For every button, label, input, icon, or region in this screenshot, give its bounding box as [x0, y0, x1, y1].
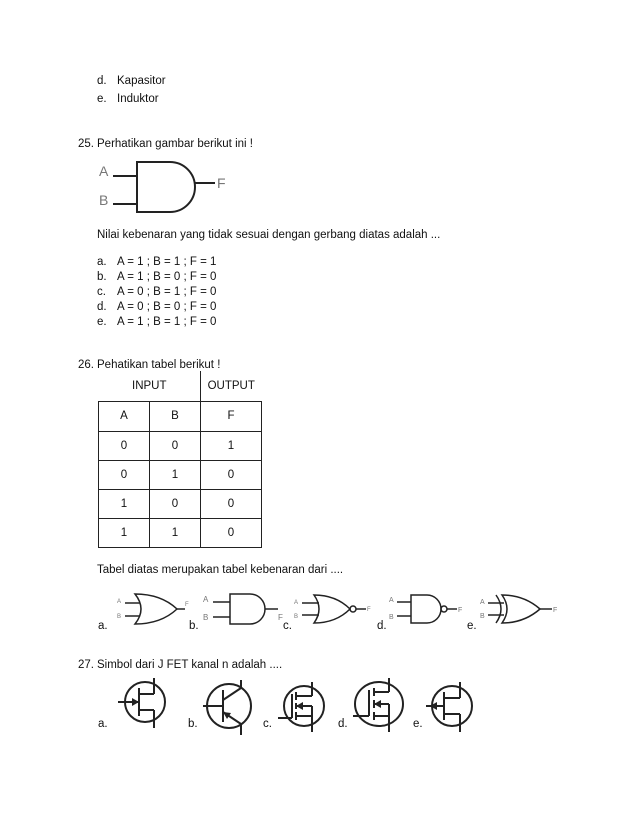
option-text: A = 0 ; B = 1 ; F = 0 — [117, 286, 217, 298]
table-cell: 1 — [201, 431, 262, 460]
truth-table-group-header — [99, 371, 262, 401]
col-header-a: A — [99, 401, 150, 431]
q27-option-letter-a: a. — [98, 718, 108, 730]
option-text: Kapasitor — [117, 75, 166, 87]
symbol-label-b: B — [294, 614, 299, 620]
table-cell: 0 — [201, 489, 262, 518]
table-cell: 1 — [150, 518, 201, 547]
question-27-text: Simbol dari J FET kanal n adalah .... — [97, 659, 283, 671]
table-cell: 1 — [150, 460, 201, 489]
question-25-number: 25. — [78, 138, 94, 150]
q27-option-letter-c: c. — [263, 718, 272, 730]
jfet-p-channel-symbol[interactable] — [420, 680, 480, 740]
table-cell: 0 — [201, 518, 262, 547]
symbol-label-a: A — [480, 599, 485, 606]
q26-option-letter-c: c. — [283, 620, 292, 632]
bjt-transistor-symbol[interactable] — [201, 680, 261, 740]
option-text: A = 1 ; B = 0 ; F = 0 — [117, 271, 217, 283]
symbol-label-f: F — [553, 607, 558, 614]
option-d[interactable] — [97, 301, 217, 313]
option-letter: e. — [97, 93, 107, 105]
option-letter: b. — [97, 271, 107, 283]
jfet-n-channel-symbol[interactable] — [112, 676, 172, 736]
symbol-label-b: B — [203, 613, 209, 622]
question-26-number: 26. — [78, 359, 94, 371]
q27-option-letter-b: b. — [188, 718, 198, 730]
symbol-label-b: B — [117, 614, 122, 620]
truth-table-col-header — [99, 401, 262, 431]
symbol-label-f: F — [278, 613, 283, 622]
option-text: A = 1 ; B = 1 ; F = 0 — [117, 316, 217, 328]
q26-option-letter-e: e. — [467, 620, 477, 632]
mosfet-enhancement-symbol[interactable] — [349, 676, 411, 736]
option-letter: a. — [97, 256, 107, 268]
xor-gate-symbol[interactable] — [478, 590, 563, 628]
table-cell: 0 — [150, 431, 201, 460]
symbol-label-a: A — [203, 595, 209, 604]
q27-option-letter-e: e. — [413, 718, 423, 730]
gate-label-f: F — [217, 175, 226, 191]
and-gate-symbol — [113, 162, 215, 212]
prev-option-d — [97, 75, 166, 87]
table-row — [99, 460, 262, 489]
or-gate-symbol[interactable] — [115, 590, 190, 628]
symbol-label-f: F — [458, 607, 463, 614]
truth-table — [98, 371, 262, 548]
symbol-label-a: A — [117, 599, 122, 605]
table-row — [99, 489, 262, 518]
table-row — [99, 431, 262, 460]
symbol-label-b: B — [480, 613, 485, 620]
option-c[interactable] — [97, 286, 217, 298]
nor-gate-symbol[interactable] — [290, 590, 375, 628]
question-26-prompt: Tabel diatas merupakan tabel kebenaran dari .... — [97, 564, 344, 576]
group-header-output: OUTPUT — [201, 371, 262, 401]
question-25-text: Perhatikan gambar berikut ini ! — [97, 138, 253, 150]
question-25-options — [97, 256, 297, 346]
option-e[interactable] — [97, 316, 217, 328]
option-b[interactable] — [97, 271, 217, 283]
option-letter: e. — [97, 316, 107, 328]
table-cell: 0 — [150, 489, 201, 518]
q26-option-letter-a: a. — [98, 620, 108, 632]
q26-option-letter-d: d. — [377, 620, 387, 632]
question-26-text: Pehatikan tabel berikut ! — [97, 359, 221, 371]
option-text: Induktor — [117, 93, 159, 105]
question-27-number: 27. — [78, 659, 94, 671]
gate-label-a: A — [99, 163, 109, 179]
gate-label-b: B — [99, 192, 109, 208]
table-cell: 1 — [99, 518, 150, 547]
q27-option-letter-d: d. — [338, 718, 348, 730]
table-cell: 0 — [201, 460, 262, 489]
symbol-label-a: A — [294, 600, 299, 606]
question-25-prompt: Nilai kebenaran yang tidak sesuai dengan gerbang diatas adalah ... — [97, 229, 441, 241]
mosfet-symbol[interactable] — [274, 680, 334, 740]
and-gate-diagram — [95, 158, 240, 216]
and-gate-symbol[interactable] — [200, 590, 295, 628]
col-header-b: B — [150, 401, 201, 431]
option-letter: d. — [97, 301, 107, 313]
nand-gate-symbol[interactable] — [385, 590, 470, 628]
symbol-label-f: F — [367, 607, 371, 613]
table-cell: 0 — [99, 460, 150, 489]
option-a[interactable] — [97, 256, 217, 268]
symbol-label-b: B — [389, 614, 394, 621]
table-cell: 1 — [99, 489, 150, 518]
table-row — [99, 518, 262, 547]
option-text: A = 0 ; B = 0 ; F = 0 — [117, 301, 217, 313]
option-letter: c. — [97, 286, 106, 298]
option-text: A = 1 ; B = 1 ; F = 1 — [117, 256, 217, 268]
q26-option-letter-b: b. — [189, 620, 199, 632]
table-cell: 0 — [99, 431, 150, 460]
group-header-input: INPUT — [99, 371, 201, 401]
prev-option-e — [97, 93, 159, 105]
col-header-f: F — [201, 401, 262, 431]
option-letter: d. — [97, 75, 107, 87]
symbol-label-a: A — [389, 597, 394, 604]
symbol-label-f: F — [185, 602, 189, 608]
